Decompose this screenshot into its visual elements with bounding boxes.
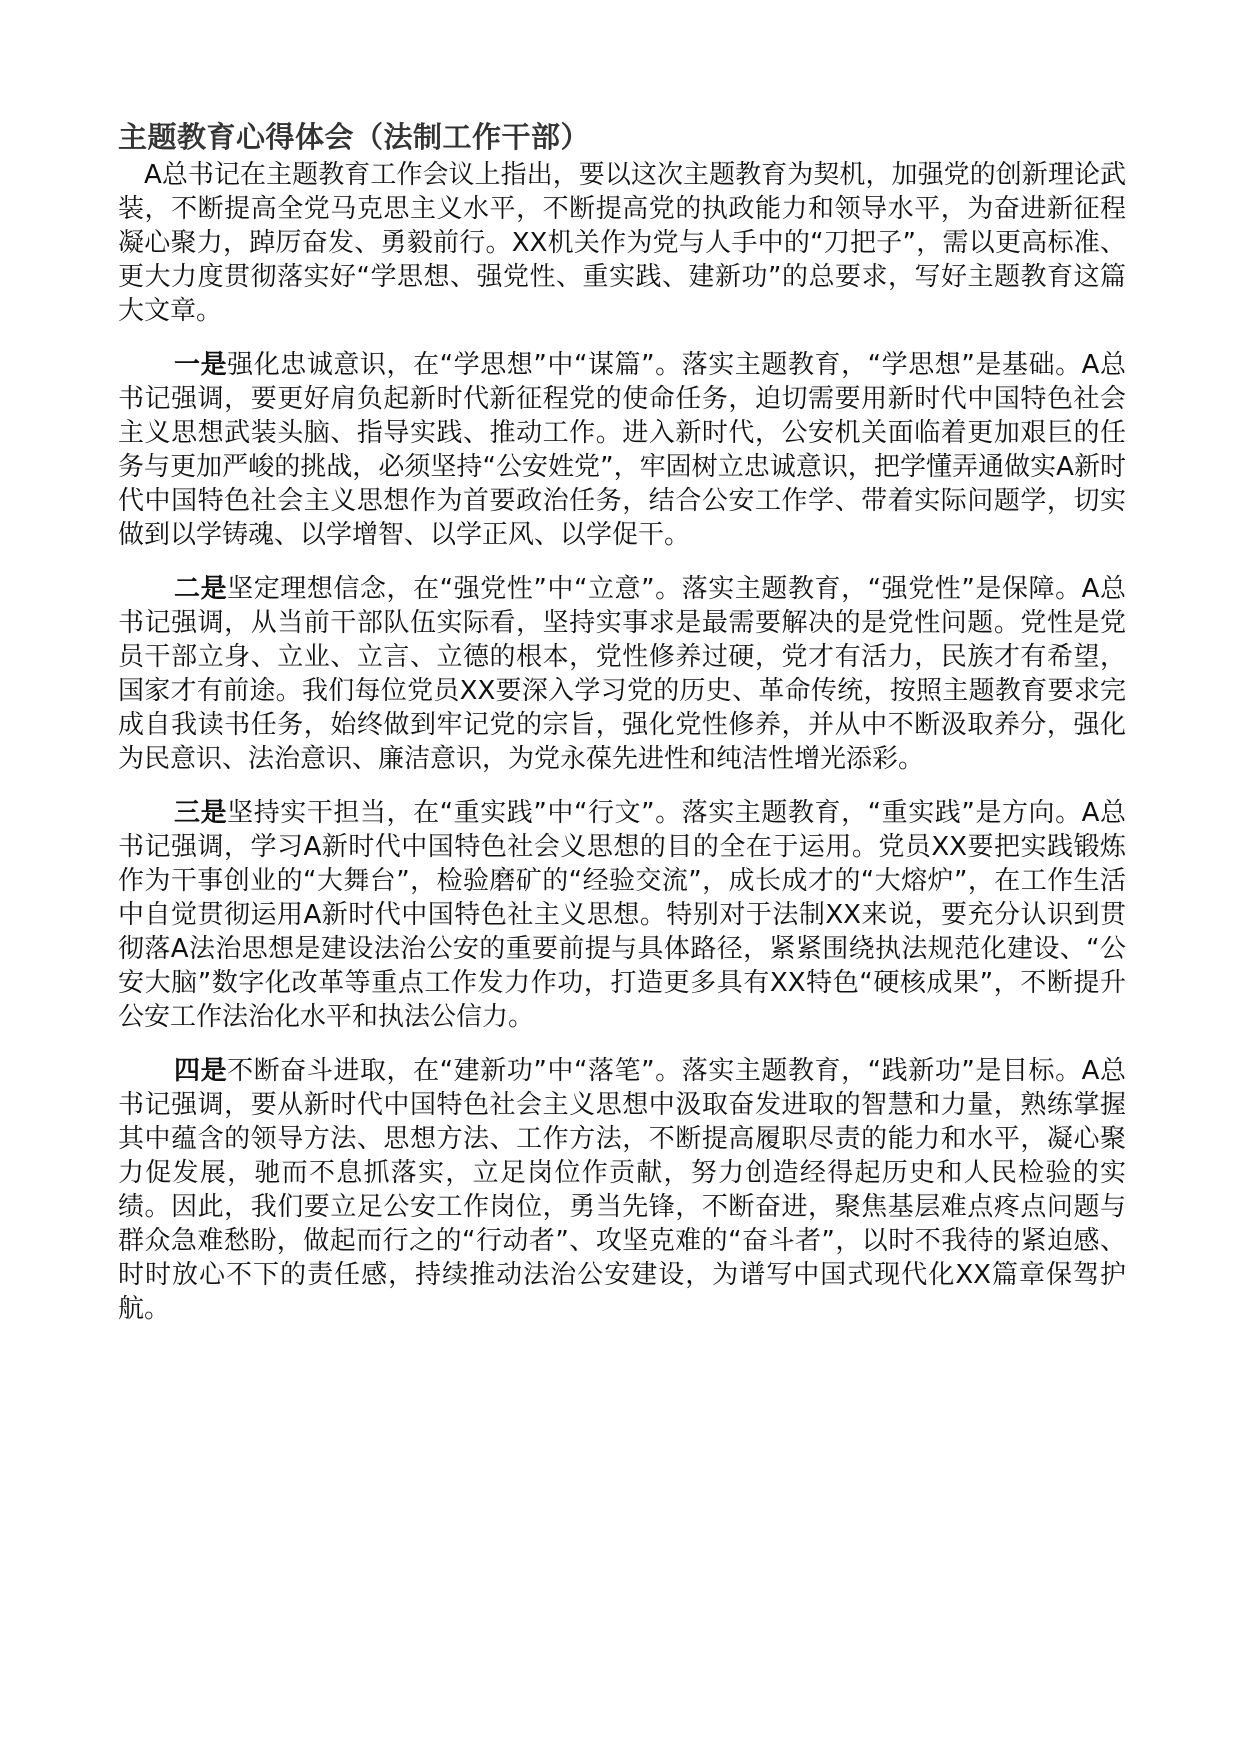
document-title: 主题教育心得体会（法制工作干部）: [118, 120, 591, 154]
section-lead: 二是: [174, 574, 228, 604]
intro-paragraph: A总书记在主题教育工作会议上指出，要以这次主题教育为契机，加强党的创新理论武装，不断提高全党马克思主义水平，不断提高党的执政能力和领导水平，为奋进新征程凝心聚力，踔厉奋发、勇毅前行。XX机关作为党与人手中的“刀把子”，需以更高标准、更大力度贯彻落实好“学思想、强党性、重实践、建新功”的总要求，写好主题教育这篇大文章。: [118, 160, 1126, 326]
section-lead: 三是: [174, 798, 228, 828]
section-paragraph-2: [118, 572, 1126, 776]
document-page: [118, 118, 1126, 1326]
section-text: 坚持实干担当，在“重实践”中“行文”。落实主题教育，“重实践”是方向。A总书记强调，学习A新时代中国特色社会义思想的目的全在于运用。党员XX要把实践锻炼作为干事创业的“大舞台”，检验磨矿的“经验交流”，成长成才的“大熔炉”，在工作生活中自觉贯彻运用A新时代中国特色社主义思想。特别对于法制XX来说，要充分认识到贯彻落A法治思想是建设法治公安的重要前提与具体路径，紧紧围绕执法规范化建设、“公安大脑”数字化改革等重点工作发力作功，打造更多具有XX特色“硬核成果”，不断提升公安工作法治化水平和执法公信力。: [118, 798, 1126, 1032]
section-paragraph-1: [118, 348, 1126, 552]
section-text: 坚定理想信念，在“强党性”中“立意”。落实主题教育，“强党性”是保障。A总书记强调，从当前干部队伍实际看，坚持实事求是最需要解决的是党性问题。党性是党员干部立身、立业、立言、立德的根本，党性修养过硬，党才有活力，民族才有希望，国家才有前途。我们每位党员XX要深入学习党的历史、革命传统，按照主题教育要求完成自我读书任务，始终做到牢记党的宗旨，强化党性修养，并从中不断汲取养分，强化为民意识、法治意识、廉洁意识，为党永葆先进性和纯洁性增光添彩。: [118, 574, 1126, 774]
section-lead: 四是: [174, 1056, 228, 1086]
section-lead: 一是: [174, 350, 228, 380]
section-paragraph-3: [118, 796, 1126, 1034]
section-text: 强化忠诚意识，在“学思想”中“谋篇”。落实主题教育，“学思想”是基础。A总书记强调，要更好肩负起新时代新征程党的使命任务，迫切需要用新时代中国特色社会主义思想武装头脑、指导实践、推动工作。进入新时代，公安机关面临着更加艰巨的任务与更加严峻的挑战，必须坚持“公安姓党”，牢固树立忠诚意识，把学懂弄通做实A新时代中国特色社会主义思想作为首要政治任务，结合公安工作学、带着实际问题学，切实做到以学铸魂、以学增智、以学正风、以学促干。: [118, 350, 1126, 550]
section-paragraph-4: [118, 1054, 1126, 1326]
section-text: 不断奋斗进取，在“建新功”中“落笔”。落实主题教育，“践新功”是目标。A总书记强调，要从新时代中国特色社会主义思想中汲取奋发进取的智慧和力量，熟练掌握其中蕴含的领导方法、思想方法、工作方法，不断提高履职尽责的能力和水平，凝心聚力促发展，驰而不息抓落实，立足岗位作贡献，努力创造经得起历史和人民检验的实绩。因此，我们要立足公安工作岗位，勇当先锋，不断奋进，聚焦基层难点疼点问题与群众急难愁盼，做起而行之的“行动者”、攻坚克难的“奋斗者”，以时不我待的紧迫感、时时放心不下的责任感，持续推动法治公安建设，为谱写中国式现代化XX篇章保驾护航。: [118, 1056, 1126, 1324]
